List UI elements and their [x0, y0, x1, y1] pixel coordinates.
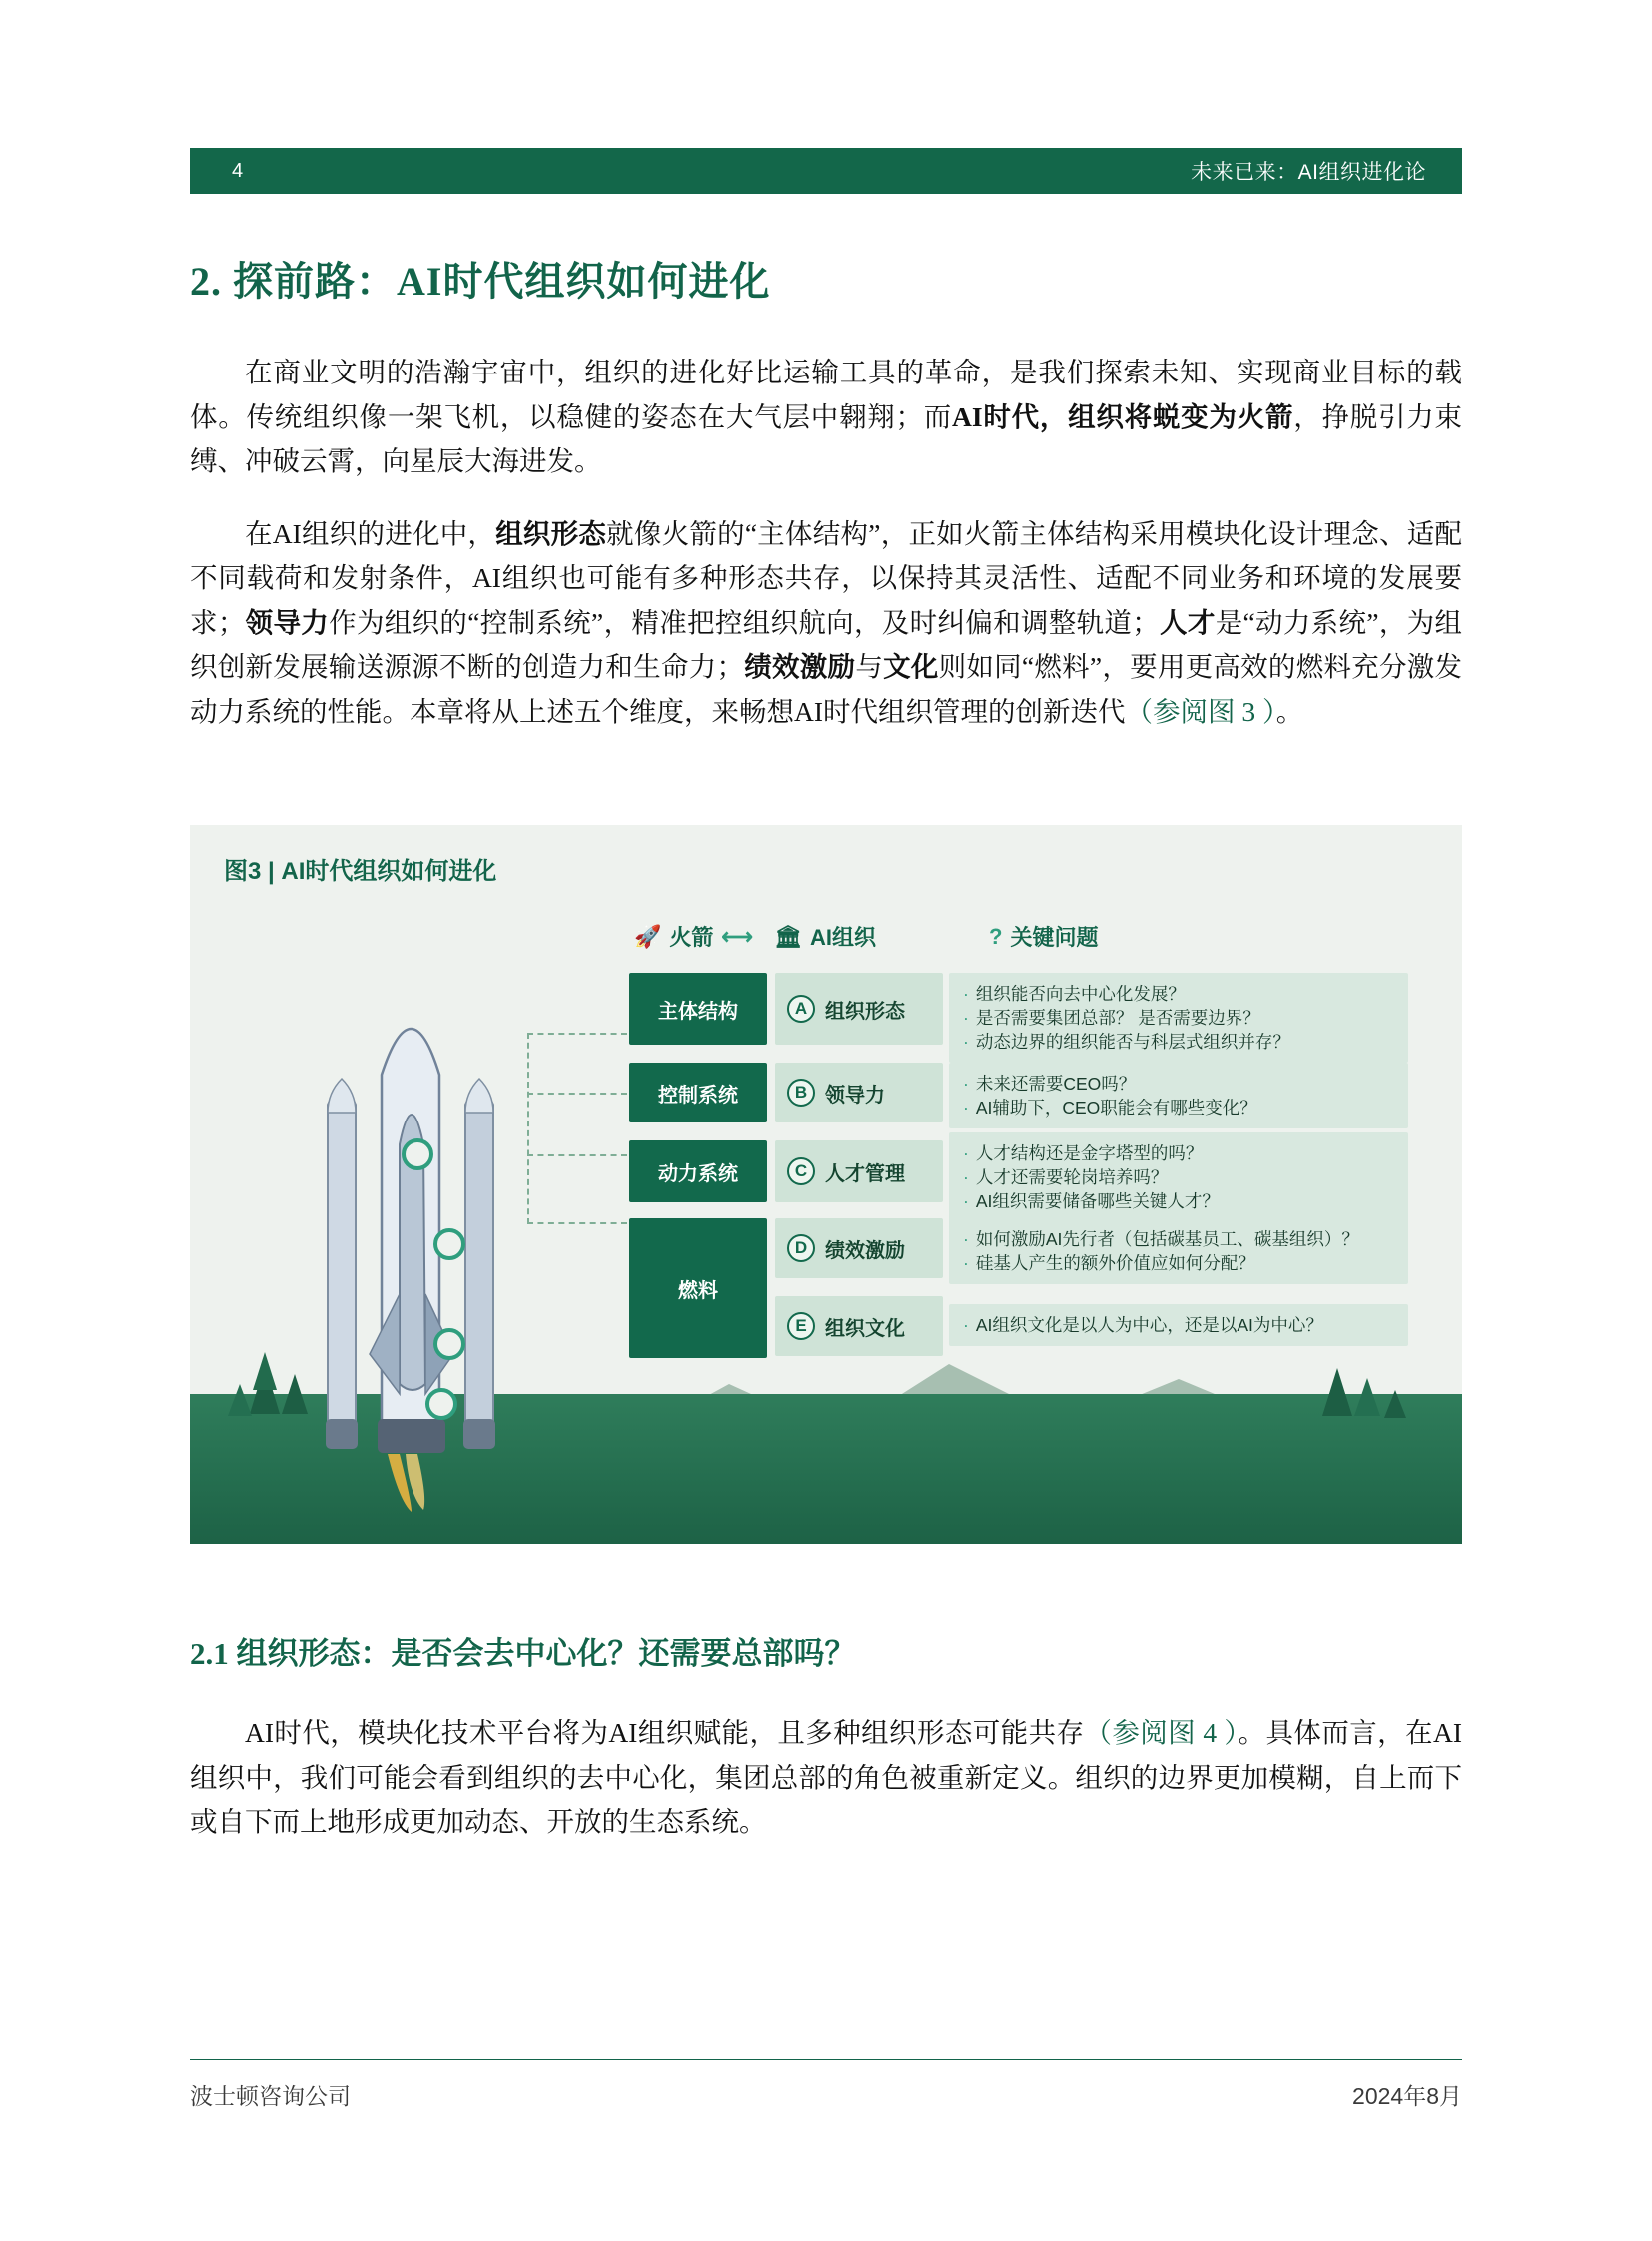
bullet-dot-icon: ·: [963, 1032, 969, 1053]
questions-row-2: [949, 1063, 1408, 1128]
connector-line-4: [527, 1222, 627, 1224]
question-item: [963, 1251, 1394, 1275]
building-icon: 🏛: [774, 923, 802, 949]
question-item: [963, 1030, 1394, 1054]
bullet-dot-icon: ·: [963, 1315, 969, 1335]
footer-company: 波士顿咨询公司: [190, 2083, 351, 2109]
question-text: AI辅助下，CEO职能会有哪些变化？: [975, 1098, 1257, 1119]
org-dimension-culture: [775, 1296, 943, 1356]
page-header: [190, 148, 1462, 194]
question-item: [963, 1096, 1394, 1120]
connector-vertical: [527, 1033, 529, 1224]
figure-3-reference: （参阅图 3 ）: [1125, 695, 1276, 727]
para2-part1: 在AI组织的进化中，: [245, 517, 496, 549]
org-dimension-form: [775, 973, 943, 1045]
left-right-arrow-icon: ⟷: [721, 923, 753, 949]
para2-part3: 作为组织的“控制系统”，精准把控组织航向，及时纠偏和调整轨道；: [329, 606, 1160, 638]
connector-line-1: [527, 1033, 627, 1035]
main-content: [190, 250, 1462, 762]
document-title: 未来已来：AI组织进化论: [360, 148, 1462, 194]
para2-part6: 则如同“燃料”，要用更高效的燃料充分激发动力系统的性能。本章将从上述五个维度，来畅想AI时代组织管理的创新迭代: [190, 651, 1463, 727]
question-text: 组织能否向去中心化发展？: [975, 984, 1186, 1004]
column-header-rocket: [634, 921, 753, 952]
rocket-svg: [250, 955, 579, 1514]
org-dimension-talent: [775, 1140, 943, 1202]
questions-row-5: [949, 1304, 1408, 1346]
para2-bold-3: 人才: [1159, 606, 1216, 638]
para2-bold-1: 组织形态: [495, 517, 607, 549]
rocket-part-fuel: 燃料: [629, 1218, 767, 1358]
bullet-dot-icon: ·: [963, 1253, 969, 1274]
question-mark-icon: ?: [989, 923, 1003, 949]
org-dimension-talent-label: 人才管理: [825, 1162, 905, 1185]
org-dimension-culture-label: 组织文化: [825, 1317, 905, 1340]
para2-bold-5: 文化: [883, 651, 939, 683]
para2-end: 。: [1275, 695, 1304, 727]
rocket-part-power-system: 动力系统: [629, 1140, 767, 1202]
subsection-2-1: [190, 1628, 1462, 1872]
bullet-dot-icon: ·: [963, 1008, 969, 1029]
badge-d: D: [787, 1234, 815, 1262]
section-heading: 2. 探前路：AI时代组织如何进化: [190, 259, 771, 304]
question-text: AI组织需要储备哪些关键人才？: [975, 1191, 1220, 1212]
paragraph-2: [190, 512, 1462, 735]
rocket-part-control-system: 控制系统: [629, 1063, 767, 1122]
page-number: 4: [190, 148, 360, 194]
rocket-illustration: [250, 955, 579, 1514]
question-text: 人才还需要轮岗培养吗？: [975, 1167, 1169, 1188]
para2-bold-2: 领导力: [245, 606, 330, 638]
subsection-paragraph: [190, 1711, 1462, 1845]
question-text: 动态边界的组织能否与科层式组织并存？: [975, 1032, 1290, 1053]
question-item: [963, 1006, 1394, 1030]
questions-row-1: [949, 973, 1408, 1063]
rocket-part-main-structure: 主体结构: [629, 973, 767, 1045]
bullet-dot-icon: ·: [963, 1074, 969, 1094]
questions-row-4: [949, 1218, 1408, 1284]
bullet-dot-icon: ·: [963, 1191, 969, 1212]
subpara-part2: 。具体而言，在AI组织中，我们可能会看到组织的去中心化，集团总部的角色被重新定义。组织的边界更加模糊，自上而下或自下而上地形成更加动态、开放的生态系统。: [190, 1717, 1462, 1838]
bullet-dot-icon: ·: [963, 1098, 969, 1119]
column-header-org-label: AI组织: [809, 925, 876, 950]
column-header-rocket-label: 火箭: [669, 925, 714, 950]
paragraph-1: [190, 351, 1462, 484]
column-header-questions-label: 关键问题: [1010, 925, 1099, 950]
question-item: [963, 1189, 1394, 1213]
question-item: [963, 1227, 1394, 1251]
badge-c: C: [787, 1157, 815, 1185]
badge-a: A: [787, 995, 815, 1023]
bullet-dot-icon: ·: [963, 1143, 969, 1163]
subpara-part1: AI时代，模块化技术平台将为AI组织赋能，且多种组织形态可能共存: [245, 1717, 1085, 1748]
org-dimension-leadership-label: 领导力: [825, 1084, 885, 1107]
para1-part3: ，挣脱引力束缚、冲破云霄，向星辰大海进发。: [190, 400, 1463, 477]
question-text: 未来还需要CEO吗？: [975, 1074, 1137, 1094]
page-footer: [190, 2059, 1462, 2111]
figure-title: 图3 | AI时代组织如何进化: [224, 858, 497, 885]
questions-row-3: [949, 1132, 1408, 1222]
question-item: [963, 1165, 1394, 1189]
para1-part1: 在商业文明的浩瀚宇宙中，组织的进化好比运输工具的革命，是我们探索未知、实现商业目标的载体。传统组织像一架飞机，以稳健的姿态在大气层中翱翔；而: [190, 357, 1462, 432]
question-text: 硅基人产生的额外价值应如何分配？: [975, 1253, 1255, 1274]
org-dimension-leadership: [775, 1063, 943, 1122]
connector-line-3: [527, 1154, 627, 1156]
figure-4-reference: （参阅图 4 ）: [1084, 1717, 1239, 1748]
org-dimension-incentive-label: 绩效激励: [825, 1239, 905, 1262]
para2-part2: 就像火箭的“主体结构”，正如火箭主体结构采用模块化设计理念、适配不同载荷和发射条件，AI组织也可能有多种形态共存，以保持其灵活性、适配不同业务和环境的发展要求；: [190, 517, 1462, 638]
para1-bold: AI时代，组织将蜕变为火箭: [952, 400, 1294, 432]
bullet-dot-icon: ·: [963, 1229, 969, 1249]
question-text: 人才结构还是金字塔型的吗？: [975, 1143, 1204, 1163]
question-text: 是否需要集团总部？ 是否需要边界？: [975, 1008, 1260, 1029]
bullet-dot-icon: ·: [963, 1167, 969, 1188]
question-item: [963, 982, 1394, 1006]
org-dimension-form-label: 组织形态: [825, 1000, 905, 1023]
badge-e: E: [787, 1312, 815, 1340]
subsection-heading: 2.1 组织形态：是否会去中心化？还需要总部吗？: [190, 1636, 856, 1671]
para2-bold-4: 绩效激励: [744, 651, 856, 683]
question-text: 如何激励AI先行者（包括碳基员工、碳基组织）？: [975, 1229, 1359, 1249]
para2-part5: 与: [855, 651, 884, 683]
question-item: [963, 1072, 1394, 1096]
question-text: AI组织文化是以人为中心，还是以AI为中心？: [975, 1315, 1323, 1335]
footer-date: 2024年8月: [1352, 2083, 1462, 2109]
question-item: [963, 1141, 1394, 1165]
column-header-questions: [989, 921, 1098, 952]
question-item: [963, 1313, 1394, 1337]
org-dimension-incentive: [775, 1218, 943, 1278]
bullet-dot-icon: ·: [963, 984, 969, 1004]
para2-part4: 是“动力系统”，为组织创新发展输送源源不断的创造力和生命力；: [190, 606, 1463, 683]
badge-b: B: [787, 1079, 815, 1107]
column-header-org: [774, 921, 876, 952]
rocket-icon: 🚀: [634, 923, 662, 949]
figure-3: [190, 825, 1462, 1544]
connector-line-2: [527, 1093, 627, 1095]
